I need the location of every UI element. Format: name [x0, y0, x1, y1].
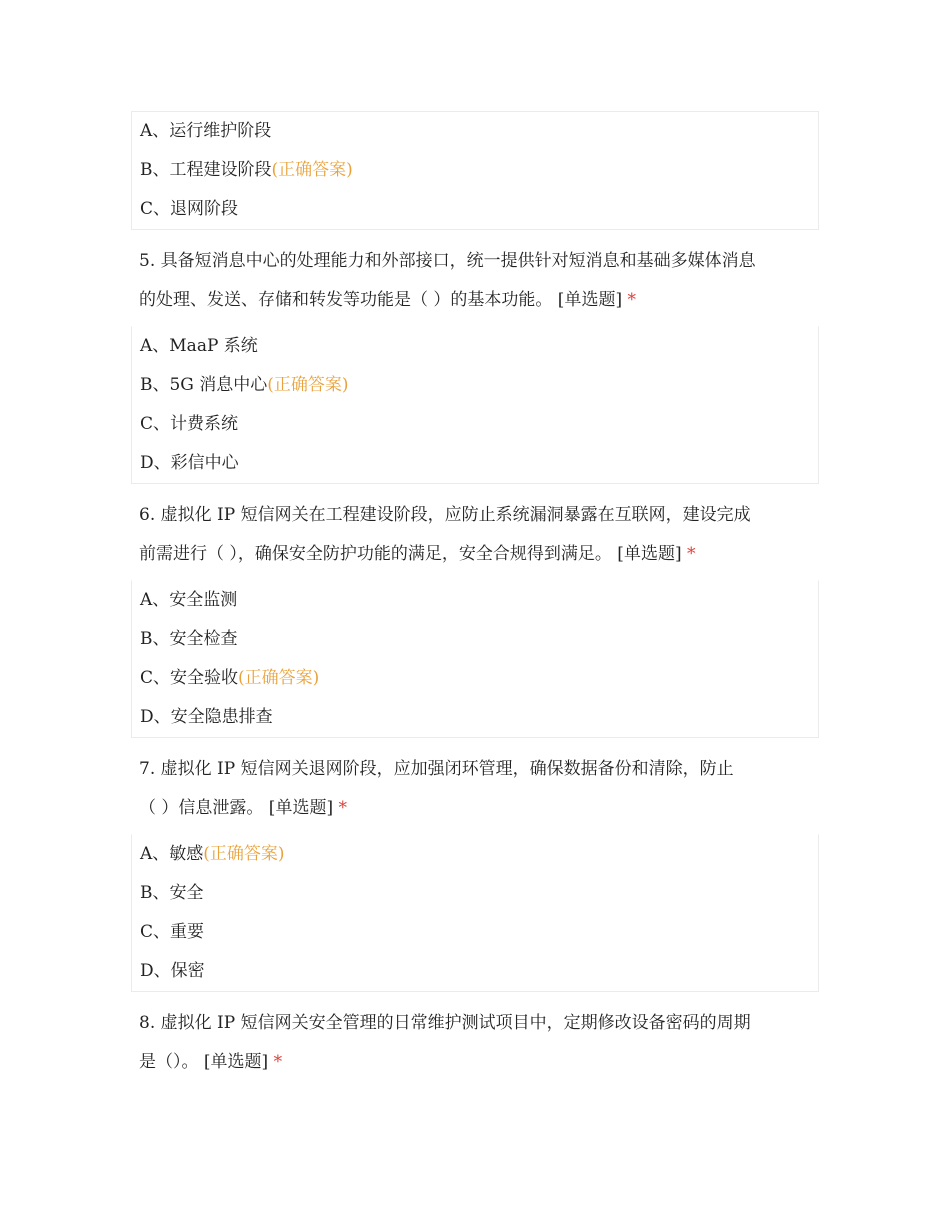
option-d[interactable]	[140, 952, 810, 991]
required-asterisk: *	[627, 290, 636, 310]
question-text	[139, 1004, 811, 1043]
required-asterisk: *	[338, 798, 347, 818]
option-b[interactable]	[140, 620, 810, 659]
option-label: D、彩信中心	[140, 453, 239, 473]
option-label: D、安全隐患排查	[140, 707, 273, 727]
correct-answer-tag: (正确答案)	[271, 160, 353, 180]
question-text	[139, 496, 811, 535]
option-label: C、计费系统	[140, 414, 239, 434]
correct-answer-tag: (正确答案)	[238, 668, 320, 688]
option-box	[131, 580, 819, 738]
question-text	[139, 281, 811, 320]
question-text	[139, 789, 811, 828]
option-label: A、运行维护阶段	[140, 121, 272, 141]
option-d[interactable]	[140, 444, 810, 483]
question-text	[139, 750, 811, 789]
question-line: 的处理、发送、存储和转发等功能是（ ）的基本功能。 [单选题]	[139, 290, 623, 310]
option-c[interactable]	[140, 659, 810, 698]
option-a[interactable]	[140, 835, 810, 874]
question-line: （ ）信息泄露。 [单选题]	[139, 798, 334, 818]
required-asterisk: *	[686, 544, 696, 564]
question-7	[131, 750, 819, 828]
question-list	[131, 111, 819, 1082]
option-label: C、退网阶段	[140, 199, 239, 219]
question-6	[131, 496, 819, 574]
option-d[interactable]	[140, 698, 810, 737]
question-text	[139, 1043, 811, 1082]
option-label: A、敏感	[140, 844, 204, 864]
question-5	[131, 242, 819, 320]
question-line: 5. 具备短消息中心的处理能力和外部接口，统一提供针对短消息和基础多媒体消息	[139, 251, 756, 271]
option-b[interactable]	[140, 366, 810, 405]
option-label: C、重要	[140, 922, 205, 942]
question-line: 6. 虚拟化 IP 短信网关在工程建设阶段，应防止系统漏洞暴露在互联网，建设完成	[139, 505, 751, 525]
question-line: 前需进行（ ），确保安全防护功能的满足，安全合规得到满足。 [单选题]	[139, 544, 682, 564]
option-b[interactable]	[140, 151, 810, 190]
question-line: 7. 虚拟化 IP 短信网关退网阶段，应加强闭环管理，确保数据备份和清除，防止	[139, 759, 734, 779]
option-label: C、安全验收	[140, 668, 239, 688]
required-asterisk: *	[273, 1052, 283, 1072]
option-label: B、安全	[140, 883, 204, 903]
option-label: B、工程建设阶段	[140, 160, 272, 180]
correct-answer-tag: (正确答案)	[203, 844, 285, 864]
option-c[interactable]	[140, 405, 810, 444]
correct-answer-tag: (正确答案)	[267, 375, 349, 395]
question-text	[139, 242, 811, 281]
option-a[interactable]	[140, 581, 810, 620]
option-label: B、安全检查	[140, 629, 238, 649]
option-label: A、MaaP 系统	[140, 336, 258, 356]
question-line: 8. 虚拟化 IP 短信网关安全管理的日常维护测试项目中，定期修改设备密码的周期	[139, 1013, 751, 1033]
question-text	[139, 535, 811, 574]
option-box	[131, 326, 819, 484]
option-label: A、安全监测	[140, 590, 238, 610]
option-box	[131, 834, 819, 992]
question-8	[131, 1004, 819, 1082]
option-label: D、保密	[140, 961, 205, 981]
option-a[interactable]	[140, 327, 810, 366]
option-a[interactable]	[140, 112, 810, 151]
option-box	[131, 111, 819, 230]
question-line: 是（）。 [单选题]	[139, 1052, 269, 1072]
option-label: B、5G 消息中心	[140, 375, 268, 395]
option-b[interactable]	[140, 874, 810, 913]
option-c[interactable]	[140, 913, 810, 952]
option-c[interactable]	[140, 190, 810, 229]
